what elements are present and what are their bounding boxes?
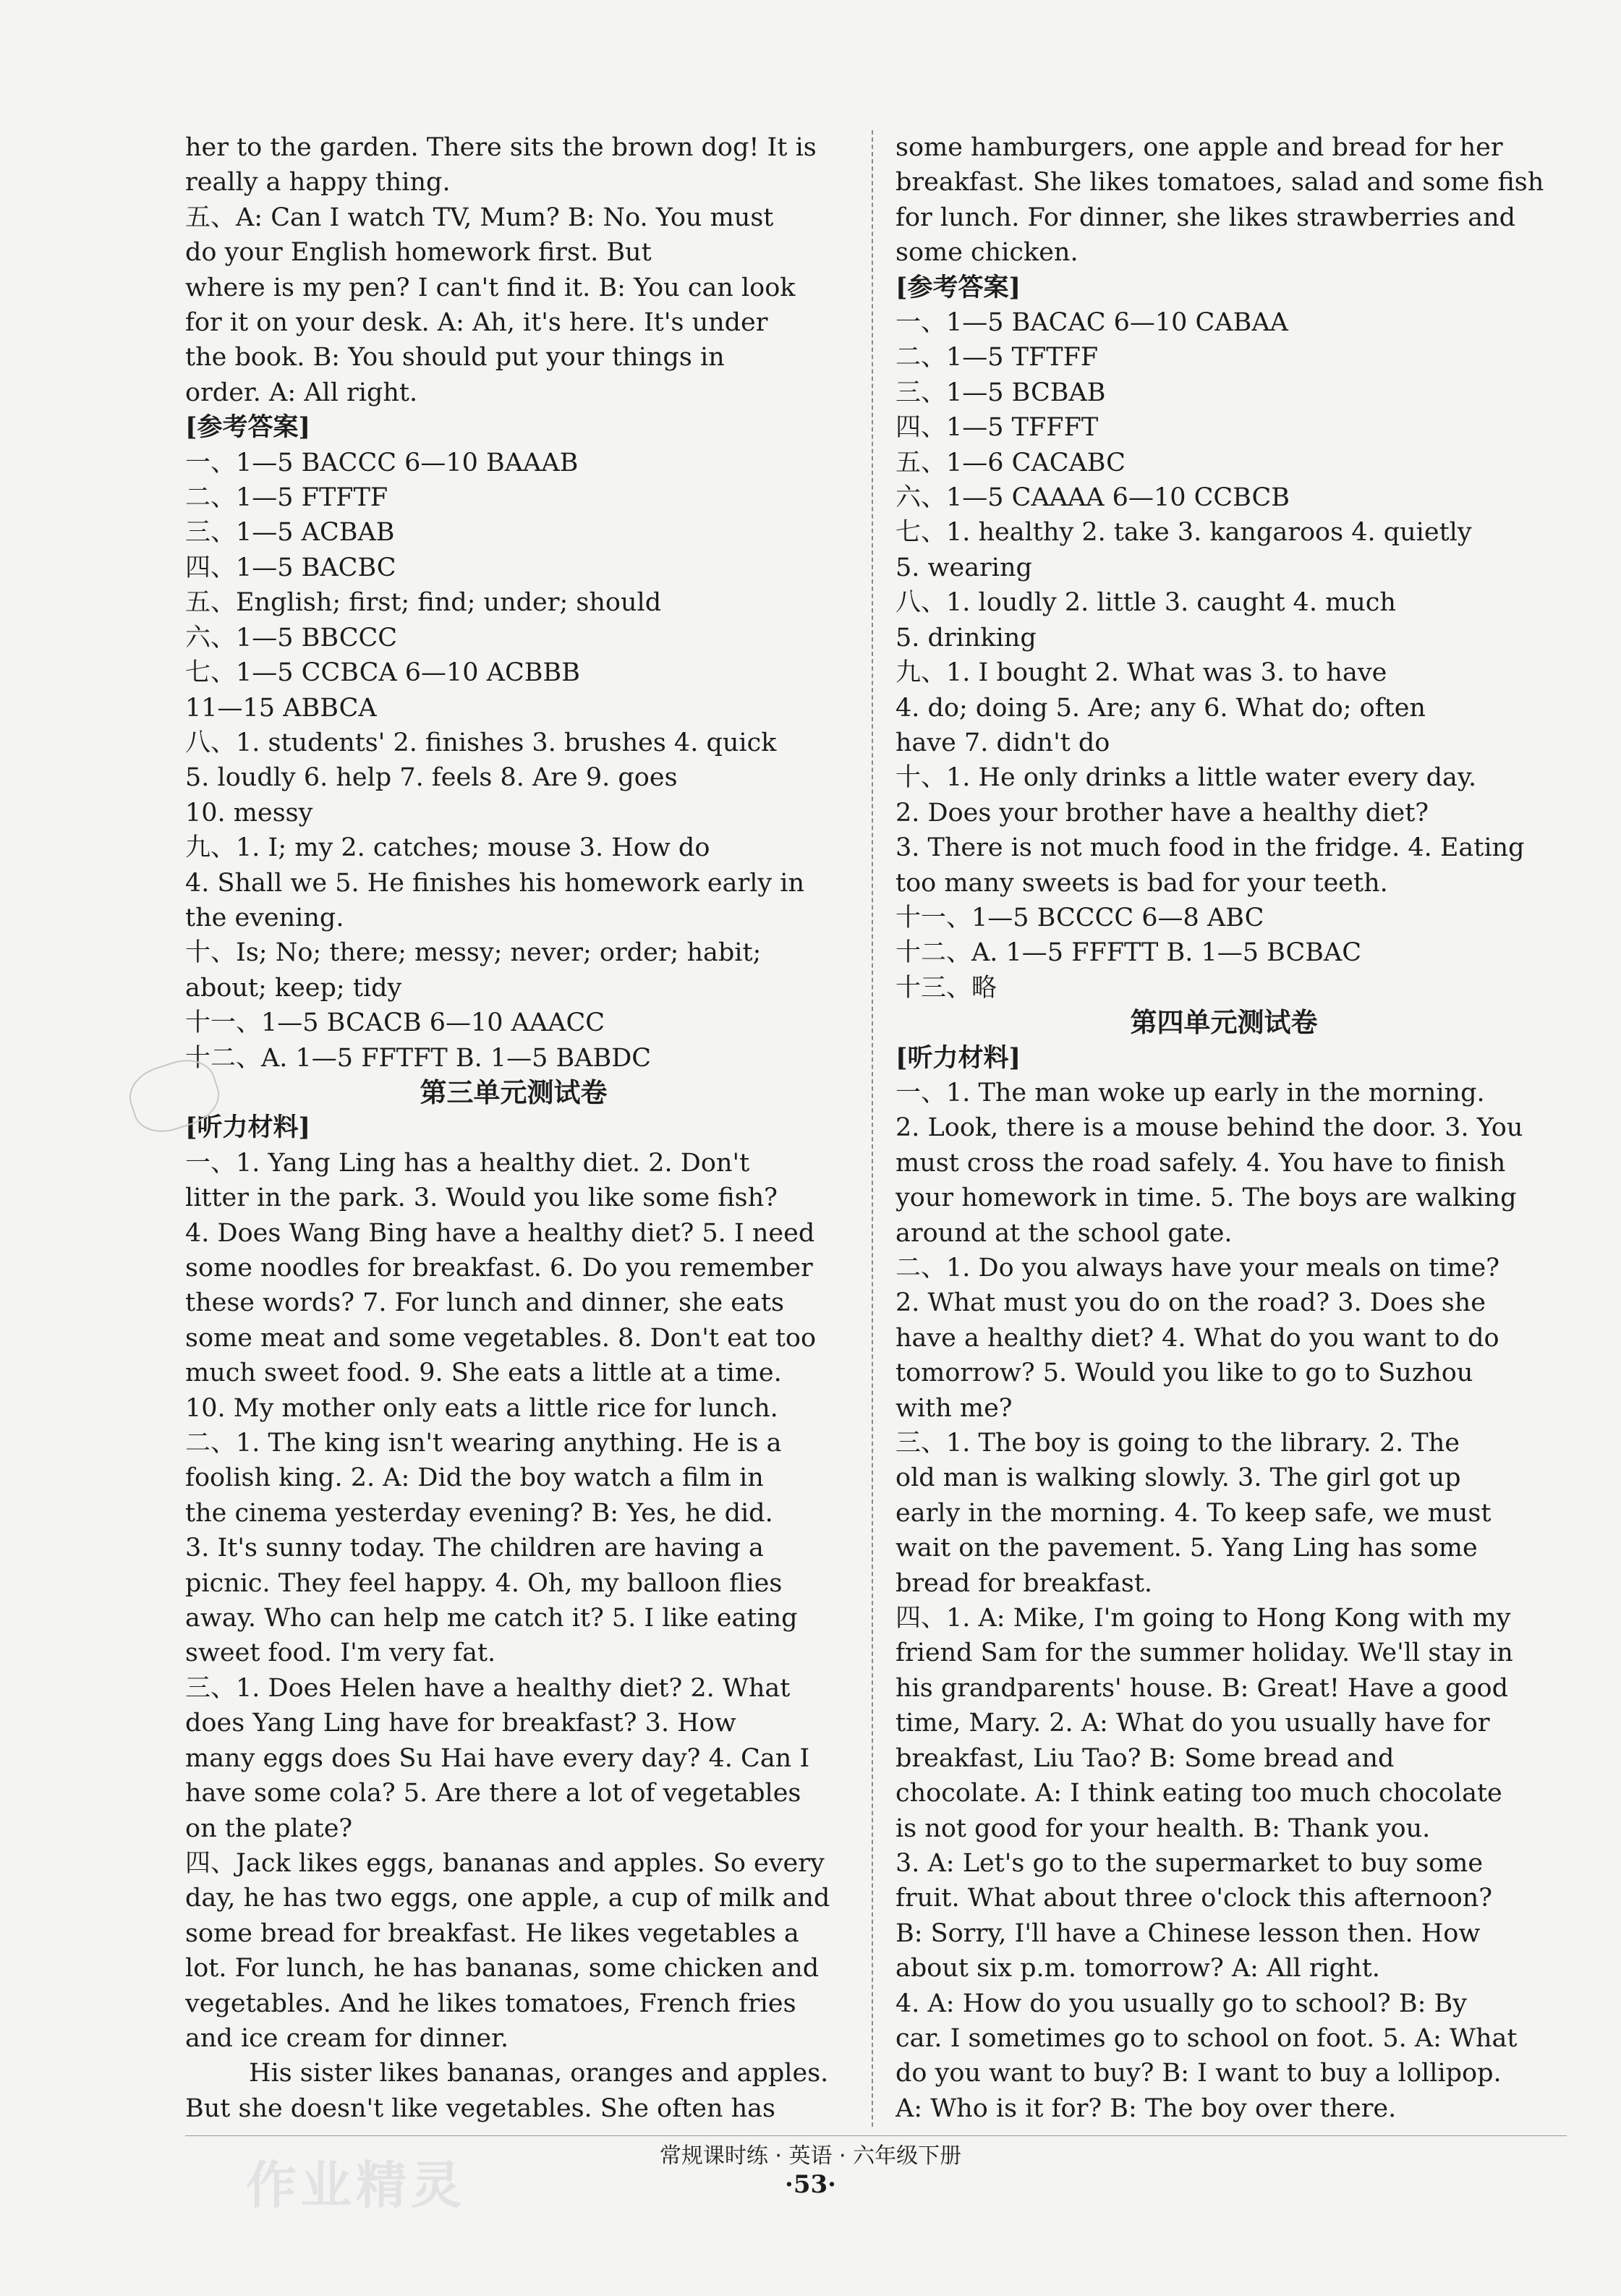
section-heading: [听力材料]	[185, 1113, 311, 1143]
right-column	[895, 130, 1552, 2126]
text-line: lot. For lunch, he has bananas, some chicken and	[185, 1954, 820, 1984]
text-line: 七、1. healthy 2. take 3. kangaroos 4. quietly	[895, 518, 1472, 548]
text-line: 四、Jack likes eggs, bananas and apples. So every	[185, 1848, 825, 1878]
text-line: 10. messy	[185, 798, 313, 828]
text-line: is not good for your health. B: Thank you.	[895, 1814, 1431, 1843]
text-line: 5. wearing	[895, 553, 1032, 582]
text-line: 四、1. A: Mike, I'm going to Hong Kong with my	[895, 1604, 1511, 1633]
text-line: do your English homework first. But	[185, 238, 652, 268]
text-line: wait on the pavement. 5. Yang Ling has some	[895, 1534, 1478, 1563]
text-line: 十一、1—5 BCACB 6—10 AAACC	[185, 1008, 605, 1038]
text-line: 3. It's sunny today. The children are having a	[185, 1534, 764, 1563]
column-divider	[872, 130, 873, 2127]
text-line: 十三、略	[895, 973, 997, 1003]
text-line: many eggs does Su Hai have every day? 4. Can I	[185, 1743, 810, 1773]
text-line: old man is walking slowly. 3. The girl got up	[895, 1463, 1461, 1493]
text-line: early in the morning. 4. To keep safe, we must	[895, 1498, 1492, 1528]
text-line: away. Who can help me catch it? 5. I like eating	[185, 1604, 798, 1633]
text-line: 二、1—5 TFTFF	[895, 343, 1099, 373]
text-line: litter in the park. 3. Would you like some fish?	[185, 1183, 778, 1213]
text-line: friend Sam for the summer holiday. We'll stay in	[895, 1638, 1513, 1668]
text-line: 二、1. Do you always have your meals on time?	[895, 1254, 1500, 1283]
text-line: 一、1—5 BACAC 6—10 CABAA	[895, 308, 1288, 338]
text-line: 十、Is; No; there; messy; never; order; habit;	[185, 938, 762, 968]
text-line: foolish king. 2. A: Did the boy watch a film in	[185, 1463, 764, 1493]
text-line: But she doesn't like vegetables. She often has	[185, 2093, 775, 2123]
text-line: much sweet food. 9. She eats a little at a time.	[185, 1359, 782, 1388]
text-line: some meat and some vegetables. 8. Don't eat too	[185, 1323, 817, 1353]
section-heading: [听力材料]	[895, 1042, 1021, 1073]
text-line: 2. Look, there is a mouse behind the door. 3. You	[895, 1113, 1523, 1143]
text-line: 十一、1—5 BCCCC 6—8 ABC	[895, 903, 1264, 932]
text-line: and ice cream for dinner.	[185, 2023, 509, 2053]
text-line: 二、1. The king isn't wearing anything. He is a	[185, 1429, 782, 1458]
text-line: the cinema yesterday evening? B: Yes, he did.	[185, 1498, 773, 1528]
text-line: His sister likes bananas, oranges and apples.	[249, 2059, 829, 2088]
text-line: order. A: All right.	[185, 378, 418, 407]
text-line: 四、1—5 TFFFT	[895, 413, 1099, 443]
text-line: where is my pen? I can't find it. B: You can look	[185, 273, 796, 302]
text-line: 八、1. loudly 2. little 3. caught 4. much	[895, 588, 1396, 618]
text-line: B: Sorry, I'll have a Chinese lesson then. How	[895, 1918, 1481, 1948]
text-line: 5. drinking	[895, 623, 1037, 652]
section-title: 第四单元测试卷	[1130, 1007, 1318, 1039]
text-line: 六、1—5 CAAAA 6—10 CCBCB	[895, 483, 1290, 513]
text-line: bread for breakfast.	[895, 1568, 1153, 1598]
text-line: too many sweets is bad for your teeth.	[895, 868, 1388, 898]
text-line: 4. Does Wang Bing have a healthy diet? 5. I need	[185, 1218, 815, 1248]
section-title: 第三单元测试卷	[420, 1076, 608, 1108]
text-line: 3. There is not much food in the fridge. 4. Eating	[895, 833, 1525, 863]
text-line: 四、1—5 BACBC	[185, 553, 396, 582]
text-line: chocolate. A: I think eating too much chocolate	[895, 1779, 1502, 1808]
text-line: on the plate?	[185, 1814, 353, 1843]
text-line: 2. Does your brother have a healthy diet?	[895, 798, 1429, 828]
text-line: about six p.m. tomorrow? A: All right.	[895, 1954, 1380, 1984]
page-number: ·53·	[785, 2170, 836, 2199]
text-line: these words? 7. For lunch and dinner, she eats	[185, 1288, 784, 1318]
footer-title: 常规课时练 · 英语 · 六年级下册	[659, 2143, 962, 2169]
text-line: must cross the road safely. 4. You have to finish	[895, 1148, 1506, 1178]
text-line: 11—15 ABBCA	[185, 693, 377, 723]
text-line: 一、1. The man woke up early in the morning.	[895, 1078, 1485, 1107]
text-line: 一、1. Yang Ling has a healthy diet. 2. Don't	[185, 1148, 750, 1178]
text-line: have some cola? 5. Are there a lot of vegetables	[185, 1779, 801, 1808]
text-line: her to the garden. There sits the brown dog! It is	[185, 133, 817, 162]
text-line: 十二、A. 1—5 FFFTT B. 1—5 BCBAC	[895, 938, 1362, 968]
text-line: 五、English; first; find; under; should	[185, 588, 662, 618]
text-line: vegetables. And he likes tomatoes, French fries	[185, 1989, 796, 2018]
text-line: 十、1. He only drinks a little water every day.	[895, 763, 1477, 793]
text-line: have a healthy diet? 4. What do you want to do	[895, 1323, 1499, 1353]
text-line: 4. A: How do you usually go to school? B: By	[895, 1989, 1468, 2018]
text-line: really a happy thing.	[185, 168, 451, 197]
text-line: A: Who is it for? B: The boy over there.	[895, 2093, 1397, 2123]
left-column	[185, 130, 842, 2126]
text-line: breakfast. She likes tomatoes, salad and some fish	[895, 168, 1544, 197]
text-line: 五、A: Can I watch TV, Mum? B: No. You must	[185, 203, 774, 232]
text-line: breakfast, Liu Tao? B: Some bread and	[895, 1743, 1395, 1773]
text-line: some hamburgers, one apple and bread for her	[895, 133, 1503, 162]
text-line: day, he has two eggs, one apple, a cup of milk and	[185, 1884, 830, 1913]
text-line: have 7. didn't do	[895, 728, 1110, 757]
text-line: fruit. What about three o'clock this afternoon?	[895, 1884, 1492, 1913]
text-line: does Yang Ling have for breakfast? 3. How	[185, 1709, 736, 1738]
text-line: 三、1—5 ACBAB	[185, 518, 395, 548]
text-line: around at the school gate.	[895, 1218, 1233, 1248]
text-line: 十二、A. 1—5 FFTFT B. 1—5 BABDC	[185, 1043, 652, 1073]
text-line: 2. What must you do on the road? 3. Does she	[895, 1288, 1486, 1318]
watermark: 作业精灵	[246, 2156, 466, 2215]
text-line: the evening.	[185, 903, 344, 932]
text-line: do you want to buy? B: I want to buy a lollipop.	[895, 2059, 1502, 2088]
text-line: 九、1. I; my 2. catches; mouse 3. How do	[185, 833, 710, 863]
text-line: 3. A: Let's go to the supermarket to buy some	[895, 1848, 1484, 1878]
text-line: 一、1—5 BACCC 6—10 BAAAB	[185, 448, 579, 477]
text-line: time, Mary. 2. A: What do you usually have for	[895, 1709, 1490, 1738]
text-line: some bread for breakfast. He likes vegetables a	[185, 1918, 799, 1948]
text-line: 九、1. I bought 2. What was 3. to have	[895, 658, 1387, 688]
text-line: tomorrow? 5. Would you like to go to Suzhou	[895, 1359, 1473, 1388]
text-line: 八、1. students' 2. finishes 3. brushes 4. quick	[185, 728, 777, 757]
text-line: some chicken.	[895, 238, 1078, 268]
text-line: for lunch. For dinner, she likes strawberries and	[895, 203, 1516, 232]
text-line: for it on your desk. A: Ah, it's here. It's under	[185, 308, 768, 338]
text-line: about; keep; tidy	[185, 973, 402, 1003]
text-line: 三、1. The boy is going to the library. 2. The	[895, 1429, 1460, 1458]
text-line: 三、1—5 BCBAB	[895, 378, 1106, 407]
section-heading: [参考答案]	[185, 412, 311, 443]
text-line: his grandparents' house. B: Great! Have a good	[895, 1673, 1508, 1703]
text-line: picnic. They feel happy. 4. Oh, my balloon flies	[185, 1568, 783, 1598]
text-line: some noodles for breakfast. 6. Do you remember	[185, 1254, 813, 1283]
text-line: 六、1—5 BBCCC	[185, 623, 398, 652]
text-line: with me?	[895, 1393, 1013, 1423]
text-line: 三、1. Does Helen have a healthy diet? 2. What	[185, 1673, 791, 1703]
text-line: 五、1—6 CACABC	[895, 448, 1126, 477]
text-line: 七、1—5 CCBCA 6—10 ACBBB	[185, 658, 580, 688]
text-line: sweet food. I'm very fat.	[185, 1638, 496, 1668]
footer-rule	[185, 2135, 1567, 2136]
text-line: the book. B: You should put your things in	[185, 343, 725, 373]
section-heading: [参考答案]	[895, 272, 1021, 302]
text-line: 4. do; doing 5. Are; any 6. What do; often	[895, 693, 1426, 723]
text-line: 5. loudly 6. help 7. feels 8. Are 9. goes	[185, 763, 678, 793]
text-line: 二、1—5 FTFTF	[185, 483, 388, 513]
text-line: car. I sometimes go to school on foot. 5. A: What	[895, 2023, 1518, 2053]
text-line: 10. My mother only eats a little rice for lunch.	[185, 1393, 778, 1423]
text-line: your homework in time. 5. The boys are walking	[895, 1183, 1517, 1213]
text-line: 4. Shall we 5. He finishes his homework early in	[185, 868, 805, 898]
